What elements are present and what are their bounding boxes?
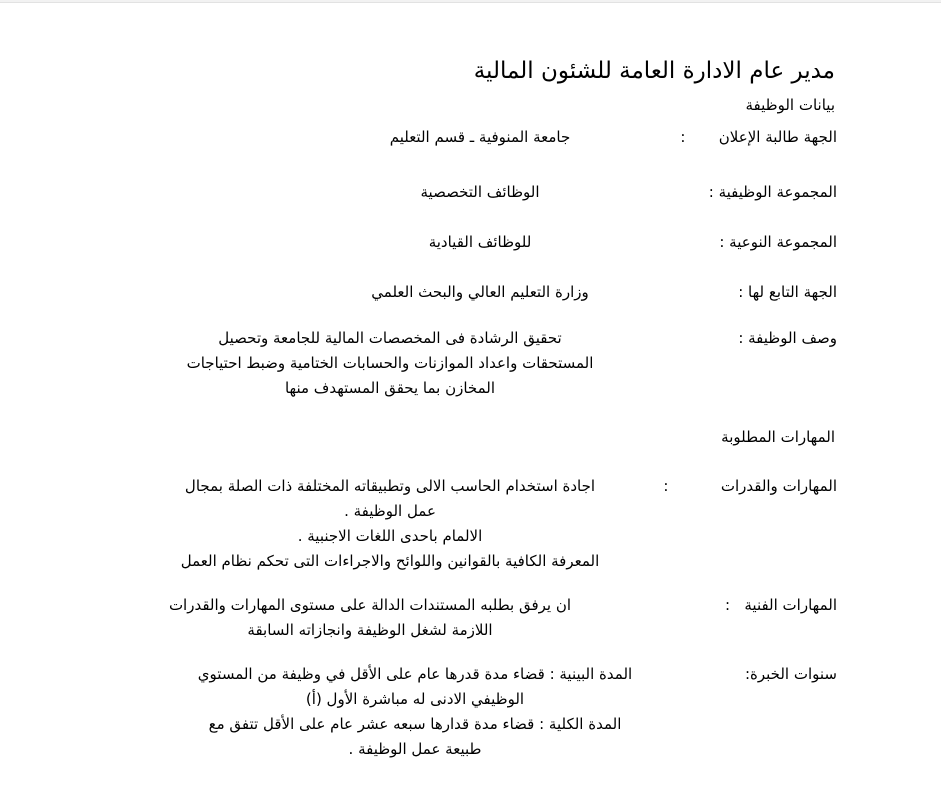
- text-line: تحقيق الرشادة فى المخصصات المالية للجامعة وتحصيل: [218, 329, 562, 347]
- field-label: المهارات والقدرات :: [663, 477, 837, 495]
- field-label: المهارات الفنية :: [725, 596, 837, 614]
- text-line: المدة الكلية : قضاء مدة قدارها سبعه عشر عام على الأقل تتفق مع: [208, 715, 622, 733]
- text-line: للوظائف القيادية: [428, 233, 532, 251]
- field-value: [140, 125, 820, 150]
- field-label: المجموعة النوعية :: [719, 233, 837, 251]
- field-value: [140, 280, 820, 305]
- field-label: الجهة طالبة الإعلان :: [680, 128, 837, 146]
- page-top-edge: [0, 0, 941, 3]
- text-line: المدة البينية : قضاء مدة قدرها عام على الأقل في وظيفة من المستوي: [197, 665, 633, 683]
- text-line: ان يرفق بطلبه المستندات الدالة على مستوى المهارات والقدرات: [168, 596, 572, 614]
- text-line: المخازن بما يحقق المستهدف منها: [284, 379, 496, 397]
- section-heading-required-skills: المهارات المطلوبة: [721, 428, 835, 446]
- field-value: [140, 230, 820, 255]
- page-title: مدير عام الادارة العامة للشئون المالية: [473, 58, 835, 84]
- field-label: سنوات الخبرة:: [744, 665, 837, 683]
- field-value: [140, 180, 820, 205]
- text-line: المستحقات واعداد الموازنات والحسابات الختامية وضبط احتياجات: [186, 354, 594, 372]
- text-line: اللازمة لشغل الوظيفة وانجازاته السابقة: [247, 621, 493, 639]
- text-line: الوظائف التخصصية: [420, 183, 540, 201]
- field-value: [120, 593, 620, 643]
- field-label: الجهة التابع لها :: [738, 283, 837, 301]
- text-line: الوظيفي الادنى له مباشرة الأول (أ): [305, 690, 525, 708]
- field-value: [165, 662, 665, 762]
- field-value: [140, 474, 640, 574]
- text-line: الالمام باحدى اللغات الاجنبية .: [297, 527, 483, 545]
- text-line: جامعة المنوفية ـ قسم التعليم: [389, 128, 571, 146]
- field-label: المجموعة الوظيفية :: [708, 183, 837, 201]
- text-line: عمل الوظيفة .: [344, 502, 436, 520]
- text-line: اجادة استخدام الحاسب الالى وتطبيقاته المختلفة ذات الصلة بمجال: [184, 477, 596, 495]
- text-line: طبيعة عمل الوظيفة .: [348, 740, 482, 758]
- field-label: وصف الوظيفة :: [738, 329, 837, 347]
- text-line: وزارة التعليم العالي والبحث العلمي: [371, 283, 589, 301]
- field-value: [140, 326, 640, 401]
- text-line: المعرفة الكافية بالقوانين واللوائح والاجراءات التى تحكم نظام العمل: [180, 552, 600, 570]
- section-heading-job-data: بيانات الوظيفة: [745, 96, 835, 114]
